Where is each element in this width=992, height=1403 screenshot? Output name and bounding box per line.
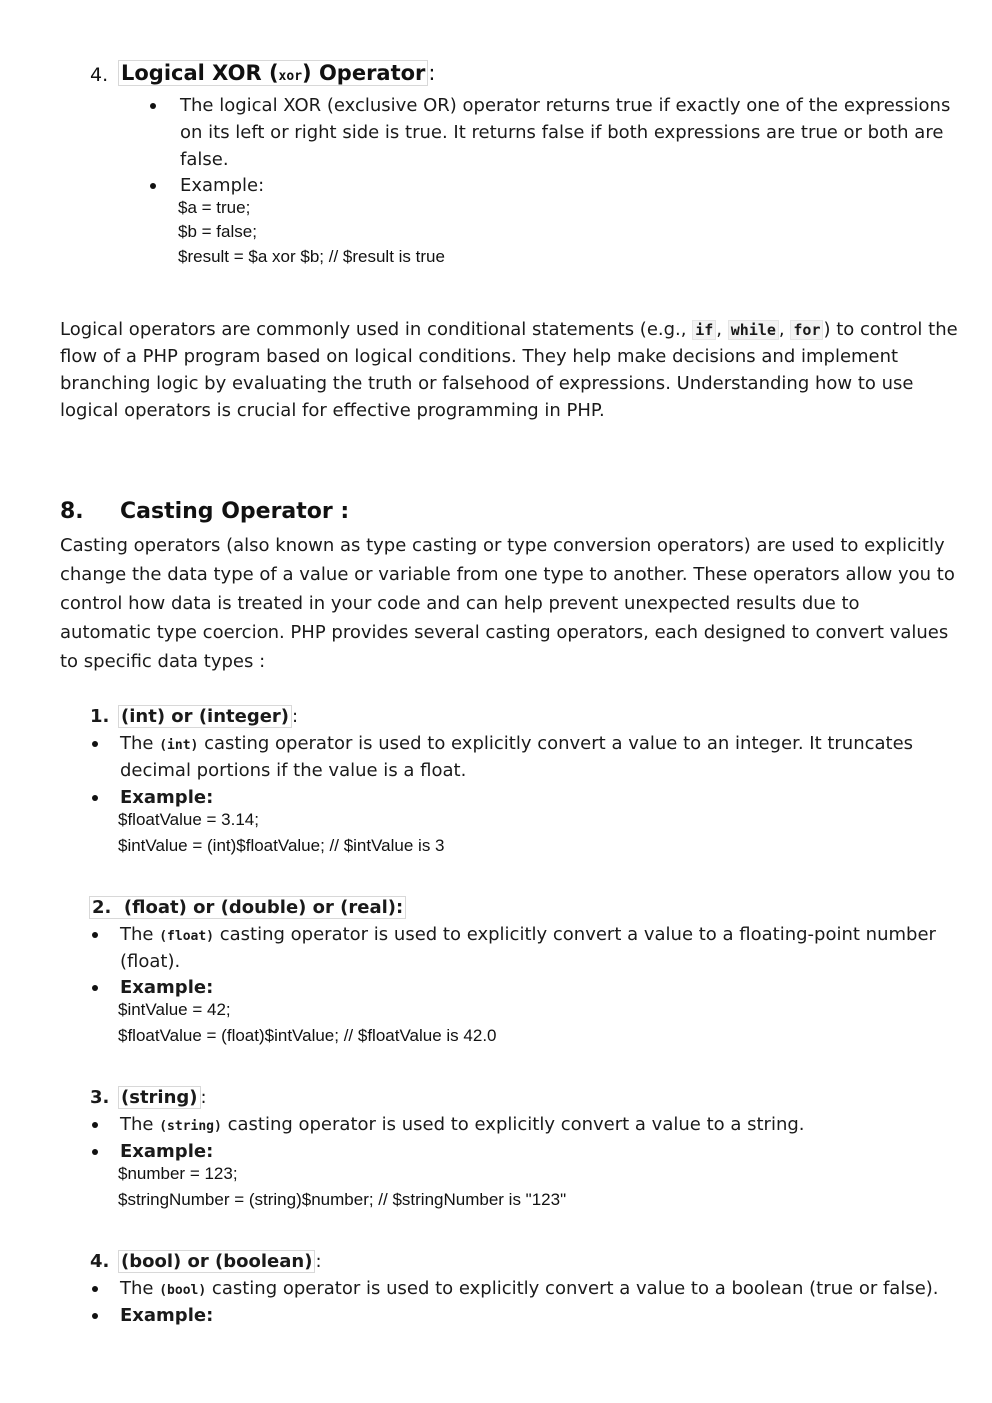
xor-code-line2: $b = false; (178, 222, 257, 241)
xor-code-line3: $result = $a xor $b; // $result is true (178, 247, 445, 266)
item1-desc-line2: decimal portions if the value is a float. (120, 760, 467, 781)
item1-code-line1: $floatValue = 3.14; (118, 810, 259, 829)
xor-example-label: Example: (180, 175, 265, 196)
item1-heading (118, 703, 298, 730)
item1-code-line2: $intValue = (int)$floatValue; // $intValue is 3 (118, 836, 445, 855)
summary-line1-post: ) to control the (823, 319, 958, 340)
the-text: The (120, 924, 154, 945)
bullet-icon (92, 795, 98, 801)
summary-line1-pre: Logical operators are commonly used in conditional statements (e.g., (60, 319, 687, 340)
item4-desc-text: casting operator is used to explicitly convert a value to a boolean (true or false). (211, 1278, 939, 1299)
summary-line1 (60, 316, 958, 344)
item1-example-label: Example: (120, 787, 214, 808)
item3-heading (118, 1084, 207, 1111)
xor-title-code: xor (278, 69, 303, 84)
the-text: The (120, 1278, 154, 1299)
item2-heading (89, 894, 406, 921)
summary-line4: logical operators is crucial for effective programming in PHP. (60, 400, 605, 421)
xor-colon: : (428, 61, 436, 85)
item2-code-line2: $floatValue = (float)$intValue; // $floatValue is 42.0 (118, 1026, 497, 1045)
item2-title: (float) or (double) or (real): (123, 897, 404, 918)
item4-title: (bool) or (boolean) (118, 1250, 315, 1273)
item1-desc-text: casting operator is used to explicitly convert a value to an integer. It truncates (204, 733, 914, 754)
item2-desc-line2: (float). (120, 951, 181, 972)
bullet-icon (92, 985, 98, 991)
bullet-icon (92, 1122, 98, 1128)
xor-title-pre: Logical XOR ( (121, 61, 279, 85)
xor-title-post: ) Operator (302, 61, 426, 85)
xor-desc-line1: The logical XOR (exclusive OR) operator returns true if exactly one of the expressions (180, 95, 951, 116)
bullet-icon (92, 741, 98, 747)
item3-desc-line1 (120, 1111, 805, 1140)
bullet-icon (92, 932, 98, 938)
the-text: The (120, 733, 154, 754)
item3-number: 3. (90, 1087, 110, 1108)
bullet-icon (150, 103, 156, 109)
xor-number: 4. (90, 64, 109, 86)
item2-example-label: Example: (120, 977, 214, 998)
casting-intro-line5: to specific data types : (60, 651, 266, 672)
item4-example-label: Example: (120, 1305, 214, 1326)
bullet-icon (92, 1286, 98, 1292)
item4-number: 4. (90, 1251, 110, 1272)
casting-intro-line1: Casting operators (also known as type casting or type conversion operators) are used to explicitly (60, 535, 945, 556)
item3-title: (string) (118, 1086, 201, 1109)
xor-desc-line2: on its left or right side is true. It returns false if both expressions are true or both are (180, 122, 944, 143)
xor-code-line1: $a = true; (178, 198, 251, 217)
item2-code-line1: $intValue = 42; (118, 1000, 231, 1019)
item2-heading-box (89, 896, 406, 919)
casting-intro-line4: automatic type coercion. PHP provides several casting operators, each designed to convert values (60, 622, 949, 643)
item2-number: 2. (92, 897, 112, 918)
item3-code-line2: $stringNumber = (string)$number; // $stringNumber is "123" (118, 1190, 567, 1209)
keyword-for: for (790, 320, 823, 340)
item4-desc-line1 (120, 1275, 939, 1304)
item3-example-label: Example: (120, 1141, 214, 1162)
item1-code: (int) (159, 738, 199, 753)
bullet-icon (150, 183, 156, 189)
item1-colon: : (292, 706, 299, 727)
bullet-icon (92, 1313, 98, 1319)
item4-heading (118, 1248, 322, 1275)
item3-desc-text: casting operator is used to explicitly convert a value to a string. (227, 1114, 805, 1135)
item1-title: (int) or (integer) (118, 705, 292, 728)
item1-number: 1. (90, 706, 110, 727)
item4-colon: : (315, 1251, 322, 1272)
item2-desc-line1 (120, 921, 936, 950)
the-text: The (120, 1114, 154, 1135)
comma: , (778, 319, 785, 340)
bullet-icon (92, 1149, 98, 1155)
xor-desc-line3: false. (180, 149, 229, 170)
keyword-if: if (692, 320, 716, 340)
item4-code: (bool) (159, 1283, 207, 1298)
keyword-while: while (728, 320, 779, 340)
xor-heading (118, 61, 436, 85)
casting-title: Casting Operator : (120, 499, 350, 524)
item2-desc-text: casting operator is used to explicitly convert a value to a floating-point number (219, 924, 936, 945)
casting-number: 8. (60, 499, 84, 524)
summary-line2: flow of a PHP program based on logical conditions. They help make decisions and implement (60, 346, 899, 367)
item1-desc-line1 (120, 730, 913, 759)
comma: , (716, 319, 723, 340)
casting-intro-line3: control how data is treated in your code and can help prevent unexpected results due to (60, 593, 860, 614)
summary-line3: branching logic by evaluating the truth or falsehood of expressions. Understanding how to use (60, 373, 914, 394)
item3-code: (string) (159, 1119, 222, 1134)
item3-code-line1: $number = 123; (118, 1164, 238, 1183)
item2-code: (float) (159, 929, 215, 944)
casting-intro-line2: change the data type of a value or variable from one type to another. These operators allow you to (60, 564, 955, 585)
item3-colon: : (200, 1087, 207, 1108)
xor-heading-box (118, 60, 428, 86)
